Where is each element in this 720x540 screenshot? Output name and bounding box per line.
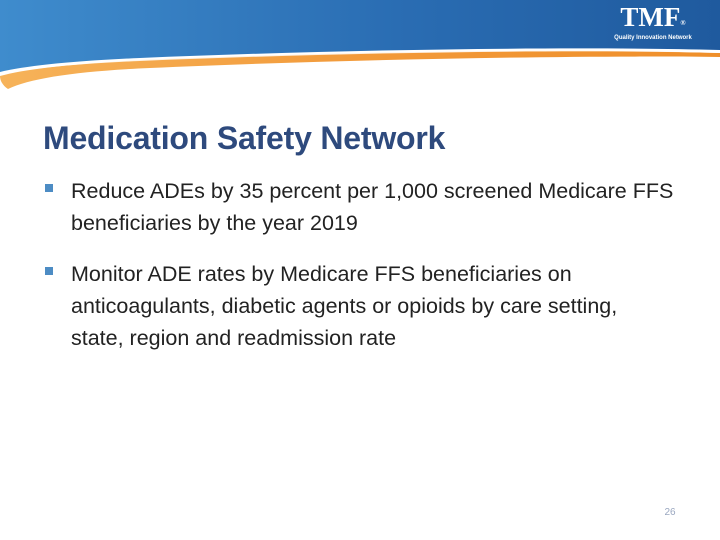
tmf-logo[interactable] [598,2,708,42]
bullet-list [44,175,674,373]
logo-tagline: Quality Innovation Network [614,35,692,41]
bullet-text: Reduce ADEs by 35 percent per 1,000 screened Medicare FFS beneficiaries by the year 2019 [71,179,674,235]
square-bullet-icon [45,184,53,192]
bullet-item [44,258,674,354]
logo-wordmark: TMF® [620,2,686,32]
page-number: 26 [664,507,676,518]
square-bullet-icon [45,267,53,275]
bullet-item [44,175,674,239]
header-band [0,0,720,100]
slide-title: Medication Safety Network [43,120,446,156]
bullet-text: Monitor ADE rates by Medicare FFS beneficiaries on anticoagulants, diabetic agents or opioids by care setting, state, region and readmission rate [71,262,618,350]
